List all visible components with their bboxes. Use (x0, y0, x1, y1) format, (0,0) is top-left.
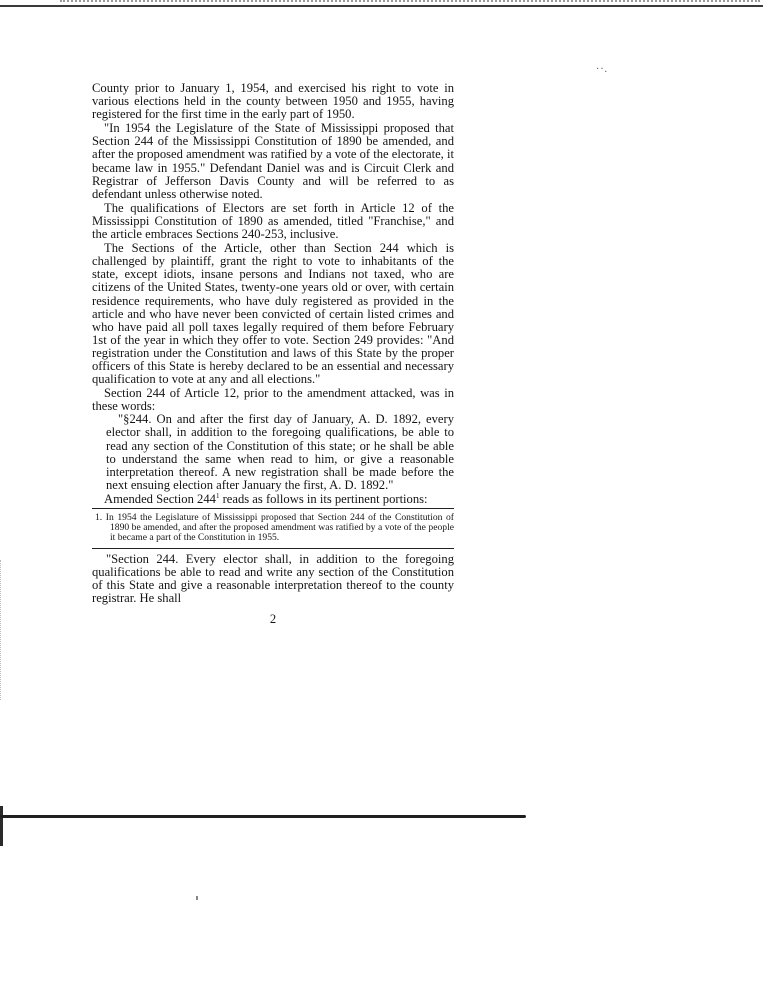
scan-speck: ·‧. (596, 64, 609, 75)
bottom-border-rule (0, 815, 526, 818)
paragraph-amended-intro (92, 493, 454, 506)
paragraph-2: "In 1954 the Legislature of the State of Mississippi proposed that Section 244 of the Mississippi Constitution of 1890 be amended, and after the proposed amendment was ratified by a vote of the electorate, it became law in 1955." Defendant Daniel was and is Circuit Clerk and Registrar of Jefferson Davis County and will be referred to as defendant unless otherwise noted. (92, 121, 454, 201)
footnote-reference: 1 (215, 491, 220, 500)
document-page (92, 82, 454, 626)
top-border-rule (0, 5, 763, 7)
footnote-divider (92, 508, 454, 509)
left-edge-mark (0, 560, 3, 700)
amended-intro-rest: reads as follows in its pertinent portions: (219, 491, 428, 506)
block-quote-original-section-244: "§244. On and after the first day of January, A. D. 1892, every elector shall, in addition to the foregoing qualifications, be able to read any section of the Constitution of this state; or he shall be able to understand the same when read to him, or give a reasonable interpretation thereof. A new registration shall be made before the next ensuing election after January the first, A. D. 1892." (106, 412, 454, 492)
bottom-border-stub (0, 806, 3, 846)
amended-intro-text: Amended Section 244 (104, 491, 216, 506)
top-perforation (60, 0, 760, 5)
footnote-1: 1. In 1954 the Legislature of Mississippi proposed that Section 244 of the Constitution of 1890 be amended, and after the proposed amendment was ratified by a vote of the people it became a part of the Constitution in 1955. (95, 512, 454, 543)
page-number: 2 (269, 612, 277, 627)
block-quote-amended-section-244: "Section 244. Every elector shall, in addition to the foregoing qualifications be able to read and write any section of the Constitution of this State and give a reasonable interpretation thereof to the county registrar. He shall (92, 552, 454, 606)
paragraph-3: The qualifications of Electors are set forth in Article 12 of the Mississippi Constitution of 1890 as amended, titled "Franchise," and the article embraces Sections 240-253, inclusive. (92, 200, 454, 242)
footnote-divider-bottom (92, 548, 454, 549)
paragraph-5: Section 244 of Article 12, prior to the amendment attacked, was in these words: (92, 386, 454, 414)
paragraph-4: The Sections of the Article, other than Section 244 which is challenged by plaintiff, grant the right to vote to inhabitants of the state, except idiots, insane persons and Indians not taxed, who are citizens of the United States, twenty-one years old or over, with certain residence requirements, who have duly registered as provided in the article and who have never been convicted of certain listed crimes and who have paid all poll taxes legally required of them before February 1st of the year in which they offer to vote. Section 249 provides: "And registration under the Constitution and laws of this State by the proper officers of this State is hereby declared to be an essential and necessary qualification to vote at any and all elections." (92, 241, 454, 387)
scan-speck-bottom (196, 896, 198, 900)
paragraph-1: County prior to January 1, 1954, and exercised his right to vote in various elections held in the county between 1950 and 1955, having registered for the first time in the early part of 1950. (92, 81, 454, 122)
